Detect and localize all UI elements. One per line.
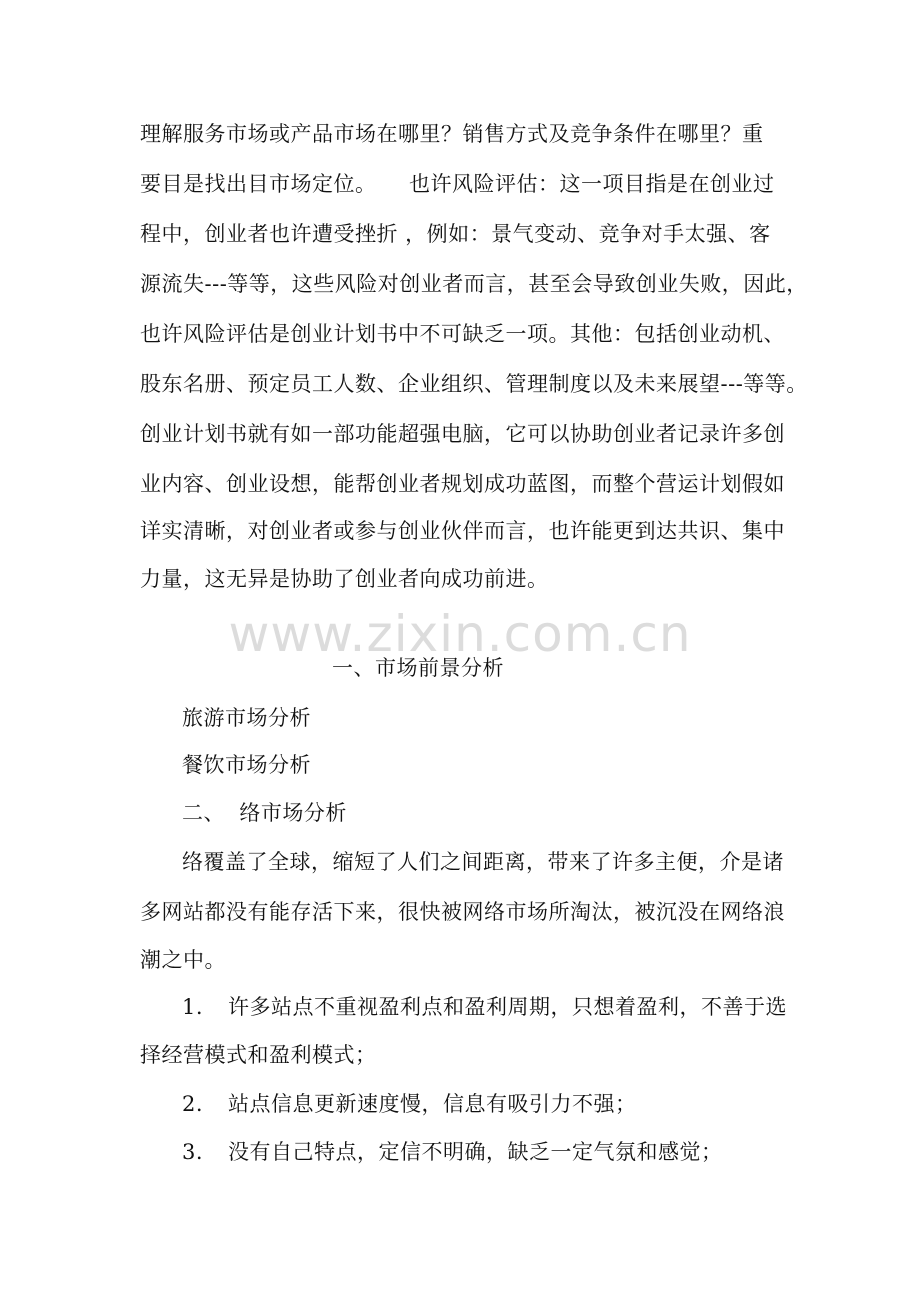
body-line: 络覆盖了全球，缩短了人们之间距离，带来了许多主便，介是诸 xyxy=(182,850,784,874)
body-line: 业内容、创业设想，能帮创业者规划成功蓝图，而整个营运计划假如 xyxy=(140,472,785,496)
list-item-number: 3. xyxy=(182,1140,204,1164)
body-line: 创业计划书就有如一部功能超强电脑，它可以协助创业者记录许多创 xyxy=(140,422,785,446)
body-line: 多网站都没有能存活下来，很快被网络市场所淘汰，被沉没在网络浪 xyxy=(140,900,785,924)
body-line: 潮之中。 xyxy=(140,948,226,972)
list-item-number: 2. xyxy=(182,1092,204,1116)
list-item-text: 站点信息更新速度慢，信息有吸引力不强； xyxy=(228,1092,637,1116)
item-catering-market: 餐饮市场分析 xyxy=(182,753,311,777)
list-item-text: 没有自己特点，定信不明确，缺乏一定气氛和感觉； xyxy=(228,1140,723,1164)
body-line: 要目是找出目市场定位。 也许风险评估：这一项目指是在创业过 xyxy=(140,172,775,196)
body-line: 源流失---等等，这些风险对创业者而言，甚至会导致创业失败，因此， xyxy=(140,272,808,296)
list-item-text: 择经营模式和盈利模式； xyxy=(140,1043,377,1067)
list-item-number: 1. xyxy=(182,995,204,1019)
section-heading-network-market: 二、 络市场分析 xyxy=(182,801,347,825)
item-tourism-market: 旅游市场分析 xyxy=(182,706,311,730)
body-line: 理解服务市场或产品市场在哪里？销售方式及竞争条件在哪里？重 xyxy=(140,122,764,146)
body-line: 股东名册、预定员工人数、企业组织、管理制度以及未来展望---等等。 xyxy=(140,372,808,396)
body-line: 也许风险评估是创业计划书中不可缺乏一项。其他：包括创业动机、 xyxy=(140,322,785,346)
body-line: 程中，创业者也许遭受挫折 ，例如：景气变动、竞争对手太强、客 xyxy=(140,222,771,246)
watermark: www.zixin.com.cn xyxy=(228,605,692,663)
body-line: 详实清晰，对创业者或参与创业伙伴而言，也许能更到达共识、集中 xyxy=(140,519,785,543)
section-heading-market-outlook: 一、市场前景分析 xyxy=(332,656,504,680)
list-item-text: 许多站点不重视盈利点和盈利周期，只想着盈利，不善于选 xyxy=(228,995,787,1019)
body-line: 力量，这无异是协助了创业者向成功前进。 xyxy=(140,567,549,591)
